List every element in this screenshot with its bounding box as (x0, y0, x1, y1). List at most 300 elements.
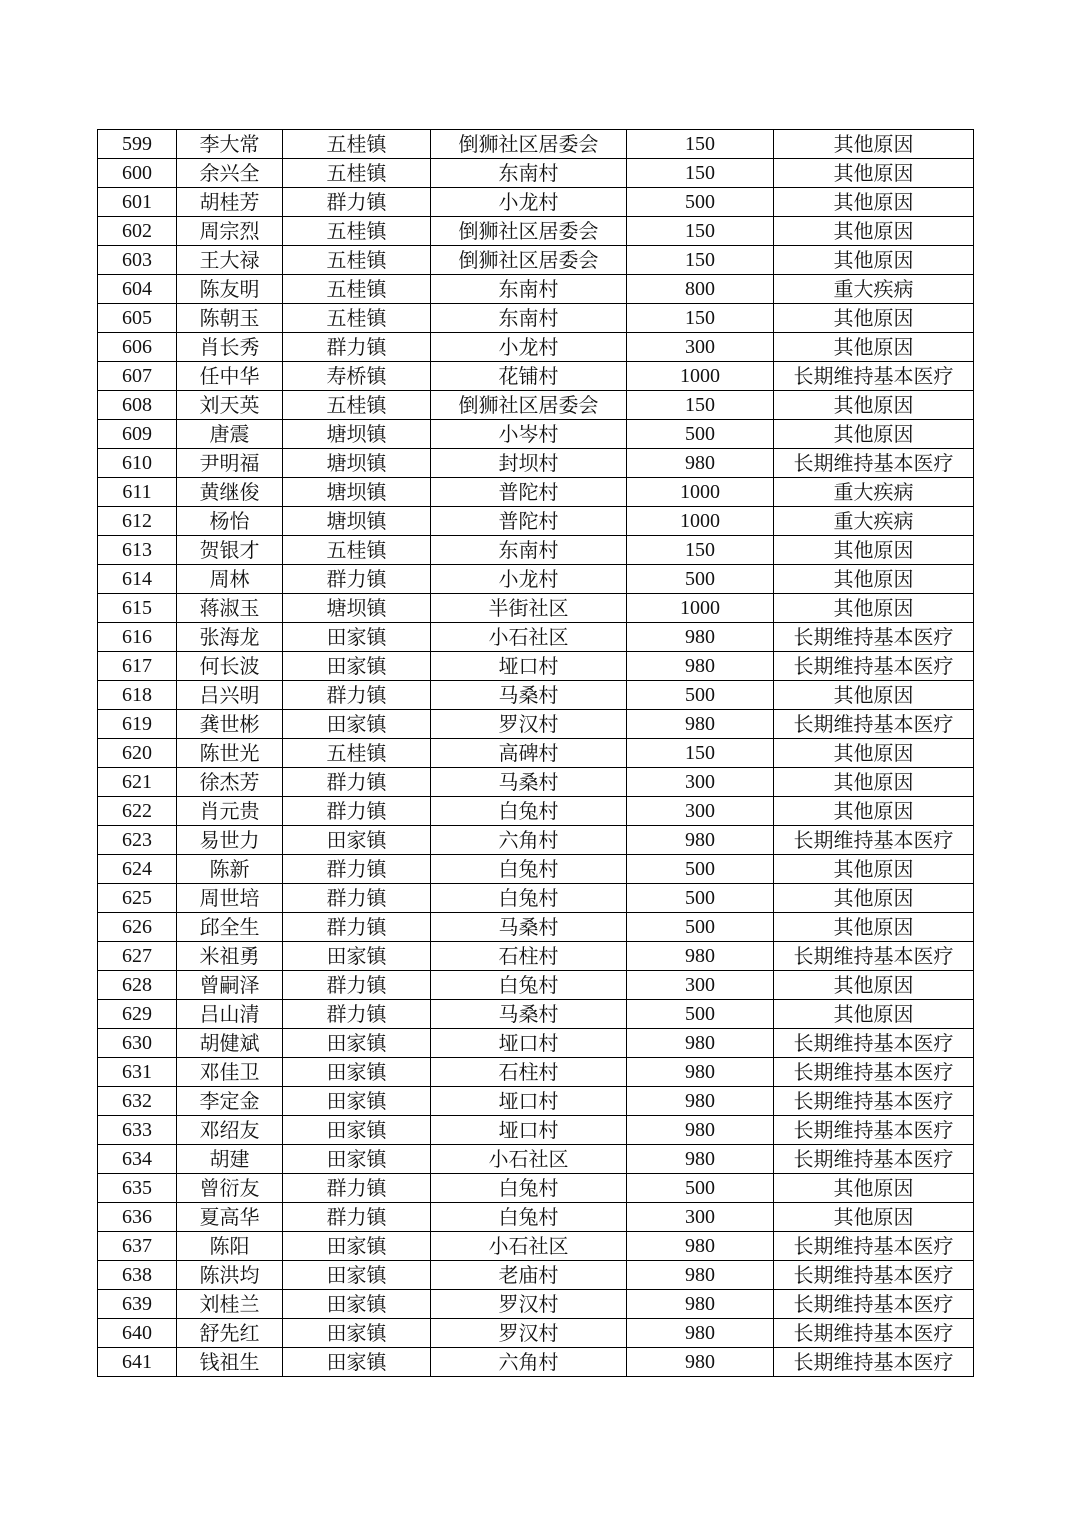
row-number-cell: 639 (98, 1290, 177, 1319)
town-cell: 塘坝镇 (283, 478, 431, 507)
amount-cell: 150 (627, 391, 774, 420)
village-cell: 小石社区 (431, 623, 627, 652)
name-cell: 钱祖生 (177, 1348, 283, 1377)
reason-cell: 其他原因 (774, 1203, 974, 1232)
town-cell: 群力镇 (283, 1203, 431, 1232)
row-number-cell: 619 (98, 710, 177, 739)
town-cell: 田家镇 (283, 1029, 431, 1058)
reason-cell: 其他原因 (774, 246, 974, 275)
town-cell: 群力镇 (283, 188, 431, 217)
name-cell: 陈洪均 (177, 1261, 283, 1290)
row-number-cell: 616 (98, 623, 177, 652)
town-cell: 田家镇 (283, 826, 431, 855)
name-cell: 唐震 (177, 420, 283, 449)
table-row (98, 449, 974, 478)
village-cell: 东南村 (431, 304, 627, 333)
reason-cell: 长期维持基本医疗 (774, 1290, 974, 1319)
reason-cell: 长期维持基本医疗 (774, 1029, 974, 1058)
row-number-cell: 622 (98, 797, 177, 826)
row-number-cell: 632 (98, 1087, 177, 1116)
village-cell: 小石社区 (431, 1232, 627, 1261)
table-row (98, 507, 974, 536)
name-cell: 舒先红 (177, 1319, 283, 1348)
name-cell: 李定金 (177, 1087, 283, 1116)
table-row (98, 768, 974, 797)
name-cell: 任中华 (177, 362, 283, 391)
town-cell: 五桂镇 (283, 246, 431, 275)
town-cell: 田家镇 (283, 710, 431, 739)
reason-cell: 其他原因 (774, 913, 974, 942)
table-row (98, 1319, 974, 1348)
row-number-cell: 633 (98, 1116, 177, 1145)
village-cell: 白兔村 (431, 797, 627, 826)
village-cell: 马桑村 (431, 681, 627, 710)
name-cell: 黄继俊 (177, 478, 283, 507)
table-row (98, 304, 974, 333)
table-row (98, 681, 974, 710)
reason-cell: 重大疾病 (774, 275, 974, 304)
amount-cell: 980 (627, 942, 774, 971)
amount-cell: 150 (627, 130, 774, 159)
town-cell: 田家镇 (283, 652, 431, 681)
name-cell: 李大常 (177, 130, 283, 159)
table-row (98, 1232, 974, 1261)
table-row (98, 188, 974, 217)
village-cell: 白兔村 (431, 855, 627, 884)
table-row (98, 1058, 974, 1087)
village-cell: 老庙村 (431, 1261, 627, 1290)
table-row (98, 594, 974, 623)
row-number-cell: 623 (98, 826, 177, 855)
village-cell: 六角村 (431, 1348, 627, 1377)
name-cell: 蒋淑玉 (177, 594, 283, 623)
amount-cell: 150 (627, 304, 774, 333)
town-cell: 群力镇 (283, 768, 431, 797)
town-cell: 五桂镇 (283, 159, 431, 188)
village-cell: 东南村 (431, 275, 627, 304)
amount-cell: 980 (627, 1348, 774, 1377)
amount-cell: 1000 (627, 478, 774, 507)
row-number-cell: 624 (98, 855, 177, 884)
town-cell: 田家镇 (283, 1290, 431, 1319)
amount-cell: 980 (627, 1290, 774, 1319)
name-cell: 邱全生 (177, 913, 283, 942)
village-cell: 倒狮社区居委会 (431, 391, 627, 420)
town-cell: 田家镇 (283, 942, 431, 971)
name-cell: 吕山清 (177, 1000, 283, 1029)
table-row (98, 1145, 974, 1174)
village-cell: 垭口村 (431, 1029, 627, 1058)
village-cell: 垭口村 (431, 1087, 627, 1116)
row-number-cell: 608 (98, 391, 177, 420)
name-cell: 徐杰芳 (177, 768, 283, 797)
amount-cell: 150 (627, 739, 774, 768)
village-cell: 倒狮社区居委会 (431, 217, 627, 246)
row-number-cell: 612 (98, 507, 177, 536)
village-cell: 垭口村 (431, 652, 627, 681)
assistance-table (97, 129, 974, 1377)
name-cell: 肖长秀 (177, 333, 283, 362)
reason-cell: 其他原因 (774, 565, 974, 594)
name-cell: 胡建 (177, 1145, 283, 1174)
name-cell: 周林 (177, 565, 283, 594)
table-row (98, 623, 974, 652)
name-cell: 王大禄 (177, 246, 283, 275)
reason-cell: 其他原因 (774, 1000, 974, 1029)
table-row (98, 391, 974, 420)
row-number-cell: 610 (98, 449, 177, 478)
row-number-cell: 603 (98, 246, 177, 275)
row-number-cell: 613 (98, 536, 177, 565)
village-cell: 马桑村 (431, 1000, 627, 1029)
table-row (98, 478, 974, 507)
amount-cell: 980 (627, 652, 774, 681)
amount-cell: 980 (627, 1145, 774, 1174)
name-cell: 陈友明 (177, 275, 283, 304)
name-cell: 陈世光 (177, 739, 283, 768)
reason-cell: 其他原因 (774, 1174, 974, 1203)
row-number-cell: 601 (98, 188, 177, 217)
reason-cell: 重大疾病 (774, 478, 974, 507)
amount-cell: 150 (627, 246, 774, 275)
town-cell: 田家镇 (283, 623, 431, 652)
name-cell: 胡桂芳 (177, 188, 283, 217)
table-row (98, 333, 974, 362)
amount-cell: 500 (627, 1174, 774, 1203)
amount-cell: 150 (627, 217, 774, 246)
reason-cell: 长期维持基本医疗 (774, 1319, 974, 1348)
village-cell: 普陀村 (431, 478, 627, 507)
reason-cell: 长期维持基本医疗 (774, 942, 974, 971)
row-number-cell: 617 (98, 652, 177, 681)
village-cell: 白兔村 (431, 884, 627, 913)
reason-cell: 长期维持基本医疗 (774, 1145, 974, 1174)
town-cell: 田家镇 (283, 1232, 431, 1261)
town-cell: 田家镇 (283, 1058, 431, 1087)
table-row (98, 942, 974, 971)
village-cell: 高碑村 (431, 739, 627, 768)
row-number-cell: 614 (98, 565, 177, 594)
row-number-cell: 605 (98, 304, 177, 333)
table-row (98, 246, 974, 275)
table-row (98, 797, 974, 826)
reason-cell: 重大疾病 (774, 507, 974, 536)
name-cell: 尹明福 (177, 449, 283, 478)
town-cell: 五桂镇 (283, 130, 431, 159)
amount-cell: 150 (627, 159, 774, 188)
amount-cell: 500 (627, 913, 774, 942)
table-row (98, 884, 974, 913)
name-cell: 陈阳 (177, 1232, 283, 1261)
row-number-cell: 626 (98, 913, 177, 942)
amount-cell: 300 (627, 333, 774, 362)
town-cell: 五桂镇 (283, 739, 431, 768)
reason-cell: 长期维持基本医疗 (774, 449, 974, 478)
row-number-cell: 638 (98, 1261, 177, 1290)
table-row (98, 420, 974, 449)
village-cell: 封坝村 (431, 449, 627, 478)
name-cell: 陈新 (177, 855, 283, 884)
village-cell: 垭口村 (431, 1116, 627, 1145)
reason-cell: 长期维持基本医疗 (774, 1232, 974, 1261)
amount-cell: 500 (627, 681, 774, 710)
name-cell: 陈朝玉 (177, 304, 283, 333)
town-cell: 五桂镇 (283, 536, 431, 565)
row-number-cell: 599 (98, 130, 177, 159)
town-cell: 塘坝镇 (283, 449, 431, 478)
reason-cell: 其他原因 (774, 739, 974, 768)
town-cell: 塘坝镇 (283, 507, 431, 536)
row-number-cell: 609 (98, 420, 177, 449)
name-cell: 邓绍友 (177, 1116, 283, 1145)
village-cell: 小龙村 (431, 333, 627, 362)
village-cell: 白兔村 (431, 1203, 627, 1232)
row-number-cell: 600 (98, 159, 177, 188)
town-cell: 群力镇 (283, 1174, 431, 1203)
name-cell: 余兴全 (177, 159, 283, 188)
row-number-cell: 629 (98, 1000, 177, 1029)
name-cell: 杨怡 (177, 507, 283, 536)
village-cell: 罗汉村 (431, 1290, 627, 1319)
table-row (98, 1087, 974, 1116)
town-cell: 田家镇 (283, 1087, 431, 1116)
reason-cell: 其他原因 (774, 536, 974, 565)
row-number-cell: 637 (98, 1232, 177, 1261)
row-number-cell: 618 (98, 681, 177, 710)
amount-cell: 150 (627, 536, 774, 565)
table-row (98, 1348, 974, 1377)
reason-cell: 其他原因 (774, 594, 974, 623)
row-number-cell: 602 (98, 217, 177, 246)
name-cell: 刘桂兰 (177, 1290, 283, 1319)
village-cell: 小龙村 (431, 188, 627, 217)
table-row (98, 1174, 974, 1203)
name-cell: 邓佳卫 (177, 1058, 283, 1087)
table-row (98, 826, 974, 855)
village-cell: 花铺村 (431, 362, 627, 391)
row-number-cell: 615 (98, 594, 177, 623)
town-cell: 群力镇 (283, 333, 431, 362)
amount-cell: 980 (627, 1261, 774, 1290)
village-cell: 石柱村 (431, 942, 627, 971)
reason-cell: 长期维持基本医疗 (774, 1261, 974, 1290)
village-cell: 东南村 (431, 159, 627, 188)
table-row (98, 1290, 974, 1319)
town-cell: 群力镇 (283, 884, 431, 913)
table-row (98, 1261, 974, 1290)
town-cell: 群力镇 (283, 971, 431, 1000)
town-cell: 五桂镇 (283, 217, 431, 246)
town-cell: 五桂镇 (283, 275, 431, 304)
row-number-cell: 635 (98, 1174, 177, 1203)
row-number-cell: 625 (98, 884, 177, 913)
name-cell: 周世培 (177, 884, 283, 913)
reason-cell: 长期维持基本医疗 (774, 623, 974, 652)
row-number-cell: 634 (98, 1145, 177, 1174)
town-cell: 五桂镇 (283, 391, 431, 420)
row-number-cell: 621 (98, 768, 177, 797)
name-cell: 肖元贵 (177, 797, 283, 826)
amount-cell: 980 (627, 1232, 774, 1261)
town-cell: 塘坝镇 (283, 420, 431, 449)
row-number-cell: 640 (98, 1319, 177, 1348)
reason-cell: 其他原因 (774, 304, 974, 333)
reason-cell: 其他原因 (774, 420, 974, 449)
name-cell: 曾嗣泽 (177, 971, 283, 1000)
reason-cell: 长期维持基本医疗 (774, 710, 974, 739)
amount-cell: 500 (627, 884, 774, 913)
town-cell: 群力镇 (283, 913, 431, 942)
village-cell: 倒狮社区居委会 (431, 130, 627, 159)
reason-cell: 其他原因 (774, 884, 974, 913)
reason-cell: 其他原因 (774, 855, 974, 884)
village-cell: 小岑村 (431, 420, 627, 449)
amount-cell: 980 (627, 1087, 774, 1116)
town-cell: 群力镇 (283, 1000, 431, 1029)
name-cell: 吕兴明 (177, 681, 283, 710)
amount-cell: 980 (627, 623, 774, 652)
amount-cell: 1000 (627, 507, 774, 536)
table-row (98, 855, 974, 884)
table-row (98, 565, 974, 594)
row-number-cell: 631 (98, 1058, 177, 1087)
town-cell: 田家镇 (283, 1348, 431, 1377)
name-cell: 曾衍友 (177, 1174, 283, 1203)
village-cell: 白兔村 (431, 971, 627, 1000)
table-row (98, 652, 974, 681)
amount-cell: 980 (627, 826, 774, 855)
town-cell: 塘坝镇 (283, 594, 431, 623)
name-cell: 周宗烈 (177, 217, 283, 246)
village-cell: 东南村 (431, 536, 627, 565)
amount-cell: 980 (627, 1058, 774, 1087)
row-number-cell: 630 (98, 1029, 177, 1058)
row-number-cell: 607 (98, 362, 177, 391)
reason-cell: 长期维持基本医疗 (774, 362, 974, 391)
amount-cell: 500 (627, 1000, 774, 1029)
amount-cell: 980 (627, 449, 774, 478)
amount-cell: 980 (627, 710, 774, 739)
amount-cell: 500 (627, 855, 774, 884)
town-cell: 群力镇 (283, 797, 431, 826)
town-cell: 田家镇 (283, 1145, 431, 1174)
town-cell: 群力镇 (283, 565, 431, 594)
reason-cell: 长期维持基本医疗 (774, 1058, 974, 1087)
town-cell: 群力镇 (283, 855, 431, 884)
amount-cell: 500 (627, 188, 774, 217)
table-row (98, 362, 974, 391)
row-number-cell: 641 (98, 1348, 177, 1377)
table-row (98, 1000, 974, 1029)
reason-cell: 长期维持基本医疗 (774, 652, 974, 681)
village-cell: 小龙村 (431, 565, 627, 594)
name-cell: 刘天英 (177, 391, 283, 420)
name-cell: 米祖勇 (177, 942, 283, 971)
table-body (98, 130, 974, 1377)
village-cell: 半街社区 (431, 594, 627, 623)
village-cell: 白兔村 (431, 1174, 627, 1203)
row-number-cell: 604 (98, 275, 177, 304)
table-row (98, 1203, 974, 1232)
village-cell: 石柱村 (431, 1058, 627, 1087)
name-cell: 胡健斌 (177, 1029, 283, 1058)
table-row (98, 1116, 974, 1145)
reason-cell: 长期维持基本医疗 (774, 1348, 974, 1377)
name-cell: 何长波 (177, 652, 283, 681)
reason-cell: 其他原因 (774, 333, 974, 362)
amount-cell: 300 (627, 971, 774, 1000)
town-cell: 田家镇 (283, 1261, 431, 1290)
reason-cell: 其他原因 (774, 681, 974, 710)
amount-cell: 300 (627, 797, 774, 826)
reason-cell: 其他原因 (774, 188, 974, 217)
village-cell: 普陀村 (431, 507, 627, 536)
table-row (98, 710, 974, 739)
reason-cell: 长期维持基本医疗 (774, 1087, 974, 1116)
name-cell: 夏高华 (177, 1203, 283, 1232)
reason-cell: 长期维持基本医疗 (774, 826, 974, 855)
name-cell: 龚世彬 (177, 710, 283, 739)
town-cell: 群力镇 (283, 681, 431, 710)
row-number-cell: 606 (98, 333, 177, 362)
town-cell: 田家镇 (283, 1319, 431, 1348)
table-row (98, 275, 974, 304)
name-cell: 易世力 (177, 826, 283, 855)
row-number-cell: 611 (98, 478, 177, 507)
village-cell: 罗汉村 (431, 1319, 627, 1348)
amount-cell: 500 (627, 420, 774, 449)
village-cell: 倒狮社区居委会 (431, 246, 627, 275)
table-row (98, 159, 974, 188)
table-row (98, 739, 974, 768)
table-row (98, 130, 974, 159)
amount-cell: 980 (627, 1116, 774, 1145)
village-cell: 六角村 (431, 826, 627, 855)
reason-cell: 其他原因 (774, 797, 974, 826)
table-row (98, 1029, 974, 1058)
amount-cell: 800 (627, 275, 774, 304)
row-number-cell: 627 (98, 942, 177, 971)
name-cell: 贺银才 (177, 536, 283, 565)
table-row (98, 536, 974, 565)
amount-cell: 980 (627, 1029, 774, 1058)
town-cell: 五桂镇 (283, 304, 431, 333)
village-cell: 小石社区 (431, 1145, 627, 1174)
reason-cell: 长期维持基本医疗 (774, 1116, 974, 1145)
amount-cell: 980 (627, 1319, 774, 1348)
table-row (98, 217, 974, 246)
village-cell: 马桑村 (431, 768, 627, 797)
reason-cell: 其他原因 (774, 971, 974, 1000)
amount-cell: 300 (627, 1203, 774, 1232)
table-row (98, 913, 974, 942)
reason-cell: 其他原因 (774, 130, 974, 159)
village-cell: 罗汉村 (431, 710, 627, 739)
reason-cell: 其他原因 (774, 159, 974, 188)
row-number-cell: 636 (98, 1203, 177, 1232)
town-cell: 田家镇 (283, 1116, 431, 1145)
row-number-cell: 620 (98, 739, 177, 768)
reason-cell: 其他原因 (774, 217, 974, 246)
village-cell: 马桑村 (431, 913, 627, 942)
amount-cell: 500 (627, 565, 774, 594)
name-cell: 张海龙 (177, 623, 283, 652)
amount-cell: 300 (627, 768, 774, 797)
reason-cell: 其他原因 (774, 768, 974, 797)
town-cell: 寿桥镇 (283, 362, 431, 391)
amount-cell: 1000 (627, 362, 774, 391)
table-row (98, 971, 974, 1000)
